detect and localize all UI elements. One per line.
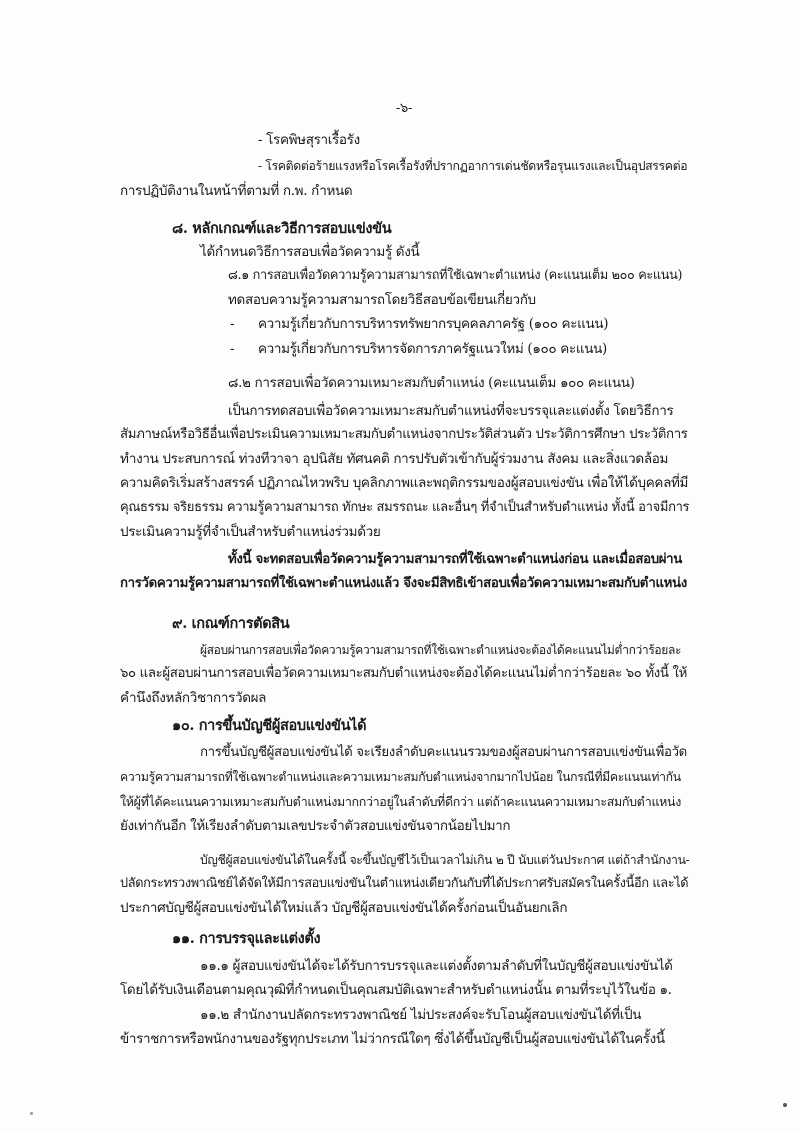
paragraph-line: ประกาศบัญชีผู้สอบแข่งขันได้ใหม่แล้ว บัญชีผู้สอบแข่งขันได้ครั้งก่อนเป็นอันยกเลิก — [120, 900, 568, 916]
section-8-1-intro: ทดสอบความรู้ความสามารถโดยวิธีสอบข้อเขียนเกี่ยวกับ — [228, 292, 536, 308]
paragraph-line: ความรู้ความสามารถที่ใช้เฉพาะตำแหน่งและความเหมาะสมกับตำแหน่งจากมากไปน้อย ในกรณีที่มีคะแนนเท่ากัน — [120, 770, 681, 784]
section-8-heading: ๘. หลักเกณฑ์และวิธีการสอบแข่งขัน — [172, 220, 392, 237]
paragraph-line: ๑๑.๒ สำนักงานปลัดกระทรวงพาณิชย์ ไม่ประสงค์จะรับโอนผู้สอบแข่งขันได้ที่เป็น — [200, 1007, 642, 1023]
section-9-heading: ๙. เกณฑ์การตัดสิน — [172, 615, 290, 632]
section-11-heading: ๑๑. การบรรจุและแต่งตั้ง — [172, 930, 321, 947]
paragraph-line: เป็นการทดสอบเพื่อวัดความเหมาะสมกับตำแหน่งที่จะบรรจุและแต่งตั้ง โดยวิธีการ — [228, 403, 674, 419]
disease-item: - โรคพิษสุราเรื้อรัง — [258, 132, 360, 148]
paragraph-line: บัญชีผู้สอบแข่งขันได้ในครั้งนี้ จะขึ้นบัญชีไว้เป็นเวลาไม่เกิน ๒ ปี นับแต่วันประกาศ แต่ถ้าสำนักงาน- — [200, 853, 690, 867]
paragraph-line: ปลัดกระทรวงพาณิชย์ได้จัดให้มีการสอบแข่งขันในตำแหน่งเดียวกันกับที่ได้ประกาศรับสมัครในครั้งนี้อีก และได้ — [120, 876, 689, 891]
paragraph-line: ความคิดริเริ่มสร้างสรรค์ ปฏิภาณไหวพริบ บุคลิกภาพและพฤติกรรมของผู้สอบแข่งขัน เพื่อให้ได้บุคคลที่มี — [120, 475, 689, 491]
disease-continuation: การปฏิบัติงานในหน้าที่ตามที่ ก.พ. กำหนด — [120, 183, 353, 199]
paragraph-line: ยังเท่ากันอีก ให้เรียงลำดับตามเลขประจำตัวสอบแข่งขันจากน้อยไปมาก — [120, 818, 511, 834]
section-10-heading: ๑๐. การขึ้นบัญชีผู้สอบแข่งขันได้ — [172, 717, 367, 734]
paragraph-line: คำนึงถึงหลักวิชาการวัดผล — [120, 690, 267, 706]
scan-speck — [783, 1103, 787, 1107]
page-number: -๖- — [396, 101, 412, 116]
paragraph-line: ๑๑.๑ ผู้สอบแข่งขันได้จะได้รับการบรรจุและแต่งตั้งตามลำดับที่ในบัญชีผู้สอบแข่งขันได้ — [200, 958, 673, 974]
paragraph-line: ๖๐ และผู้สอบผ่านการสอบเพื่อวัดความเหมาะสมกับตำแหน่งจะต้องได้คะแนนไม่ต่ำกว่าร้อยละ ๖๐ ทั้งนี้ ให้ — [120, 666, 687, 681]
exam-topic-item: ความรู้เกี่ยวกับการบริหารทรัพยากรบุคคลภาครัฐ (๑๐๐ คะแนน) — [258, 316, 609, 332]
section-8-note: ทั้งนี้ จะทดสอบเพื่อวัดความรู้ความสามารถที่ใช้เฉพาะตำแหน่งก่อน และเมื่อสอบผ่าน — [228, 552, 682, 567]
paragraph-line: ผู้สอบผ่านการสอบเพื่อวัดความรู้ความสามารถที่ใช้เฉพาะตำแหน่งจะต้องได้คะแนนไม่ต่ำกว่าร้อยละ — [200, 643, 682, 657]
paragraph-line: โดยได้รับเงินเดือนตามคุณวุฒิที่กำหนดเป็นคุณสมบัติเฉพาะสำหรับตำแหน่งนั้น ตามที่ระบุไว้ในข้อ ๑. — [120, 982, 672, 998]
paragraph-line: การขึ้นบัญชีผู้สอบแข่งขันได้ จะเรียงลำดับคะแนนรวมของผู้สอบผ่านการสอบแข่งขันเพื่อวัด — [200, 745, 687, 760]
paragraph-line: ประเมินความรู้ที่จำเป็นสำหรับตำแหน่งร่วมด้วย — [120, 524, 381, 540]
disease-item: - โรคติดต่อร้ายแรงหรือโรคเรื้อรังที่ปรากฏอาการเด่นชัดหรือรุนแรงและเป็นอุปสรรคต่อ — [258, 159, 688, 173]
bullet-dash: - — [230, 316, 235, 332]
exam-topic-item: ความรู้เกี่ยวกับการบริหารจัดการภาครัฐแนวใหม่ (๑๐๐ คะแนน) — [258, 341, 607, 357]
paragraph-line: ข้าราชการหรือพนักงานของรัฐทุกประเภท ไม่ว่ากรณีใดๆ ซึ่งได้ขึ้นบัญชีเป็นผู้สอบแข่งขันได้ในครั้งนี้ — [120, 1031, 665, 1047]
section-8-2-title: ๘.๒ การสอบเพื่อวัดความเหมาะสมกับตำแหน่ง (คะแนนเต็ม ๑๐๐ คะแนน) — [228, 375, 635, 391]
paragraph-line: ทำงาน ประสบการณ์ ท่วงทีวาจา อุปนิสัย ทัศนคติ การปรับตัวเข้ากับผู้ร่วมงาน สังคม และสิ่งแวดล้อม — [120, 451, 669, 467]
section-8-note: การวัดความรู้ความสามารถที่ใช้เฉพาะตำแหน่งแล้ว จึงจะมีสิทธิเข้าสอบเพื่อวัดความเหมาะสมกับตำแหน่ง — [120, 576, 687, 591]
paragraph-line: คุณธรรม จริยธรรม ความรู้ความสามารถ ทักษะ สมรรถนะ และอื่นๆ ที่จำเป็นสำหรับตำแหน่ง ทั้งนี้ อาจมีการ — [120, 500, 690, 515]
bullet-dash: - — [230, 341, 235, 357]
paragraph-line: ให้ผู้ที่ได้คะแนนความเหมาะสมกับตำแหน่งมากกว่าอยู่ในลำดับที่ดีกว่า แต่ถ้าคะแนนความเหมาะสมกับตำแหน่ง — [120, 794, 682, 809]
scan-speck — [30, 1112, 33, 1115]
section-8-intro: ได้กำหนดวิธีการสอบเพื่อวัดความรู้ ดังนี้ — [200, 244, 420, 260]
section-8-1-title: ๘.๑ การสอบเพื่อวัดความรู้ความสามารถที่ใช้เฉพาะตำแหน่ง (คะแนนเต็ม ๒๐๐ คะแนน) — [228, 268, 683, 283]
paragraph-line: สัมภาษณ์หรือวิธีอื่นเพื่อประเมินความเหมาะสมกับตำแหน่งจากประวัติส่วนตัว ประวัติการศึกษา ประวัติการ — [120, 427, 688, 442]
